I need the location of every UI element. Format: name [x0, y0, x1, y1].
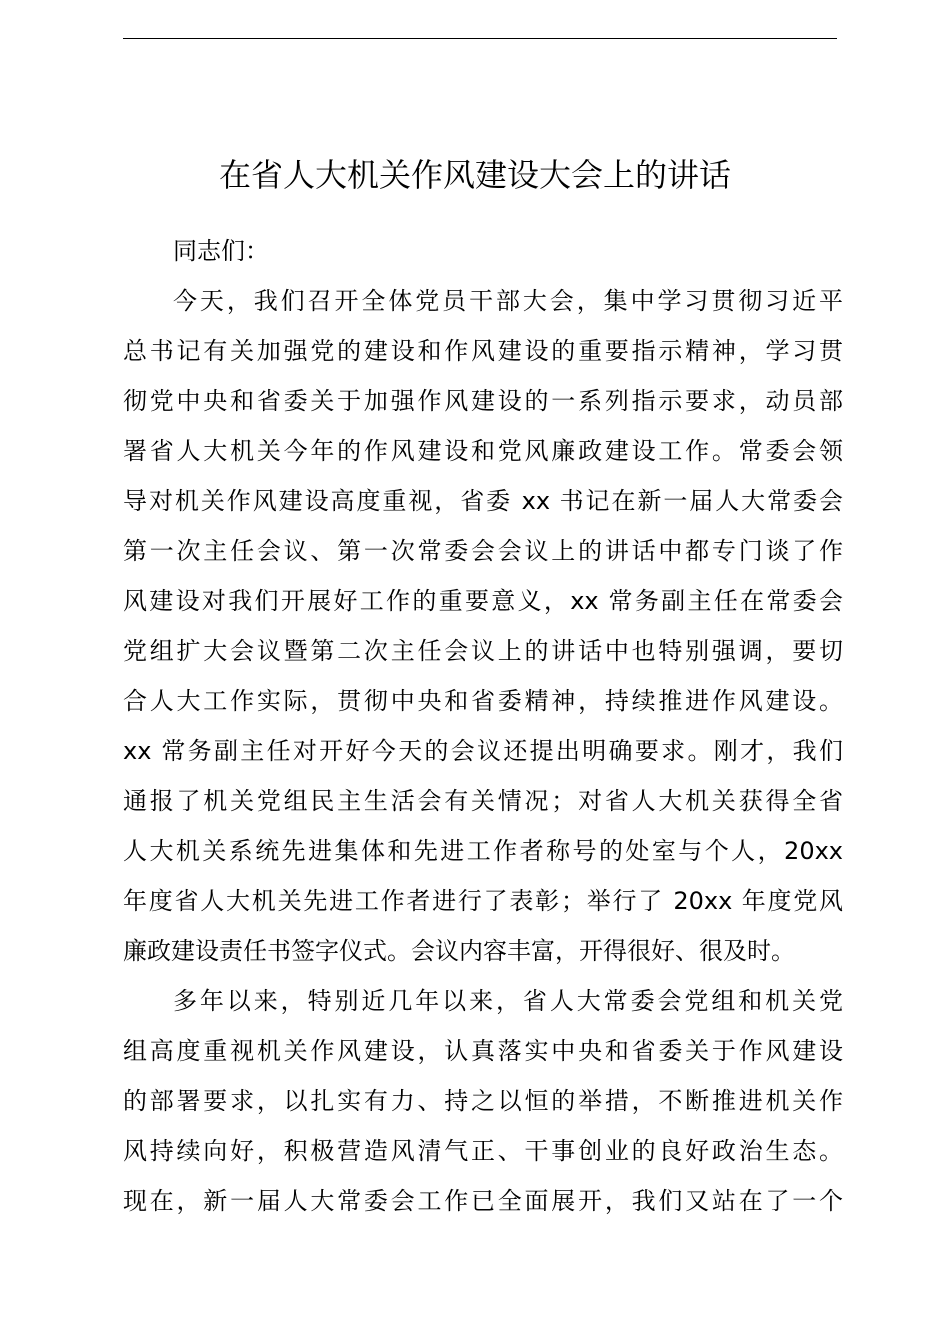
paragraph-line: 组高度重视机关作风建设，认真落实中央和省委关于作风建设 [123, 1037, 843, 1065]
paragraph-line: 署省人大机关今年的作风建设和党风廉政建设工作。常委会领 [123, 437, 843, 465]
paragraph-line: 第一次主任会议、第一次常委会会议上的讲话中都专门谈了作 [123, 537, 843, 565]
header-rule [123, 38, 837, 39]
paragraph-line: 廉政建设责任书签字仪式。会议内容丰富，开得很好、很及时。 [123, 937, 795, 965]
document-body [123, 276, 843, 1226]
paragraph-line: 人大机关系统先进集体和先进工作者称号的处室与个人，20xx [123, 837, 843, 865]
paragraph-line: 风建设对我们开展好工作的重要意义，xx 常务副主任在常委会 [123, 587, 843, 615]
paragraph-line: 通报了机关党组民主生活会有关情况；对省人大机关获得全省 [123, 787, 843, 815]
paragraph-line: 导对机关作风建设高度重视，省委 xx 书记在新一届人大常委会 [123, 487, 843, 515]
paragraph-line: 年度省人大机关先进工作者进行了表彰；举行了 20xx 年度党风 [123, 887, 843, 915]
paragraph-line: 彻党中央和省委关于加强作风建设的一系列指示要求，动员部 [123, 387, 843, 415]
paragraph-line: 多年以来，特别近几年以来，省人大常委会党组和机关党 [173, 987, 843, 1015]
paragraph-line: 总书记有关加强党的建设和作风建设的重要指示精神，学习贯 [123, 337, 843, 365]
greeting: 同志们： [173, 237, 269, 265]
paragraph-line: 现在，新一届人大常委会工作已全面展开，我们又站在了一个 [123, 1187, 843, 1215]
paragraph-line: 合人大工作实际，贯彻中央和省委精神，持续推进作风建设。 [123, 687, 843, 715]
paragraph-line: 今天，我们召开全体党员干部大会，集中学习贯彻习近平 [173, 287, 843, 315]
paragraph-line: 的部署要求，以扎实有力、持之以恒的举措，不断推进机关作 [123, 1087, 843, 1115]
paragraph-line: 党组扩大会议暨第二次主任会议上的讲话中也特别强调，要切 [123, 637, 843, 665]
document-title: 在省人大机关作风建设大会上的讲话 [218, 156, 731, 194]
paragraph-line: 风持续向好，积极营造风清气正、干事创业的良好政治生态。 [123, 1137, 843, 1165]
paragraph-line: xx 常务副主任对开好今天的会议还提出明确要求。刚才，我们 [123, 737, 843, 765]
